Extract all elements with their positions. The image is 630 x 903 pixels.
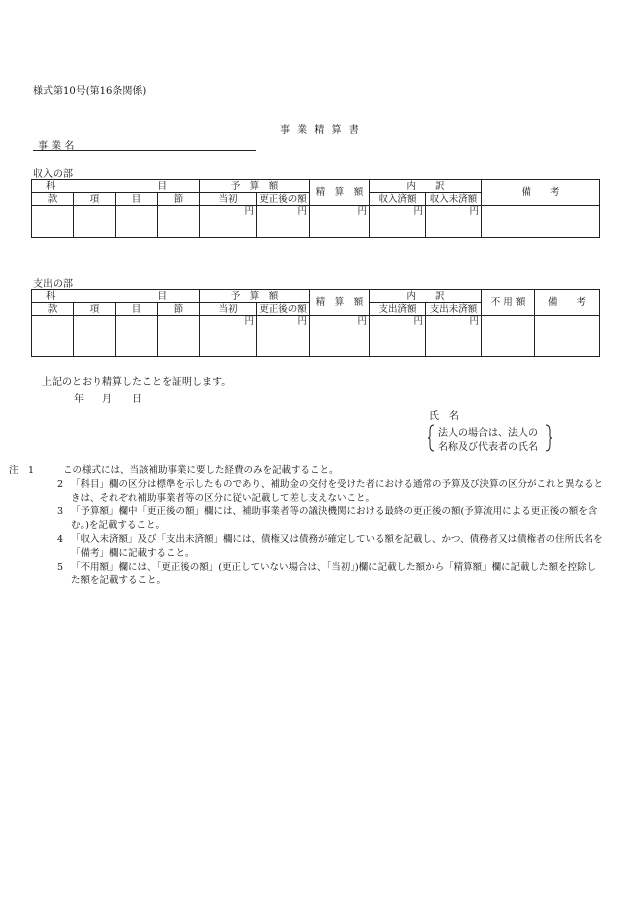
- note-item: 5 「不用額」欄には、「更正後の額」(更正していない場合は、「当初」)欄に記載した額から「精算額」欄に記載した額を控除した額を記載すること。: [56, 561, 597, 587]
- date-month: 月: [102, 394, 112, 405]
- breakdown-header: 内 訳: [370, 290, 482, 303]
- remarks-header: 備 考: [535, 290, 600, 316]
- kamoku-header: 科 目: [32, 290, 200, 303]
- note-item: 2 「科目」欄の区分は標準を示したものであり、補助金の交付を受けた者における通常の予算及び決算の区分がこれと異なるときは、それぞれ補助事業者等の区分に従い記載して差し支えないこと。: [56, 478, 604, 504]
- paid-header: 支出済額: [370, 303, 426, 316]
- initial-header: 当初: [200, 193, 257, 206]
- revised-cell[interactable]: 円: [257, 316, 310, 357]
- kan-cell[interactable]: [32, 316, 74, 357]
- settlement-header: 精 算 額: [310, 180, 370, 206]
- initial-header: 当初: [200, 303, 257, 316]
- received-cell[interactable]: 円: [370, 206, 426, 238]
- kou-header: 項: [74, 303, 116, 316]
- note-item: 3 「予算額」欄中「更正後の額」欄には、補助事業者等の議決機関における最終の更正後の額(予算流用による更正後の額を含む。)を記載すること。: [56, 506, 598, 532]
- remarks-cell[interactable]: [535, 316, 600, 357]
- income-table: [31, 179, 600, 238]
- settlement-header: 精 算 額: [310, 290, 370, 316]
- expense-table: [31, 289, 600, 357]
- kan-header: 款: [32, 193, 74, 206]
- kan-cell[interactable]: [32, 206, 74, 238]
- corp-note-line1: 法人の場合は、法人の: [438, 428, 538, 439]
- settlement-cell[interactable]: 円: [310, 206, 370, 238]
- paid-cell[interactable]: 円: [370, 316, 426, 357]
- initial-cell[interactable]: 円: [200, 206, 257, 238]
- budget-header: 予 算 額: [200, 180, 310, 193]
- remarks-header: 備 考: [482, 180, 600, 206]
- project-name-underline: [33, 150, 256, 151]
- unpaid-cell[interactable]: 円: [426, 316, 482, 357]
- corp-note-line2: 名称及び代表者の氏名: [438, 442, 538, 453]
- kan-header: 款: [32, 303, 74, 316]
- kou-cell[interactable]: [74, 316, 116, 357]
- kou-header: 項: [74, 193, 116, 206]
- unpaid-header: 支出未済額: [426, 303, 482, 316]
- note-item: 4 「収入未済額」及び「支出未済額」欄には、債権又は債務が確定している額を記載し、かつ、債務者又は債権者の住所氏名を「備考」欄に記載すること。: [56, 533, 603, 559]
- revised-header: 更正後の額: [257, 303, 310, 316]
- unused-header: 不 用 額: [482, 290, 535, 316]
- breakdown-header: 内 訳: [370, 180, 482, 193]
- setsu-header: 節: [158, 193, 200, 206]
- revised-header: 更正後の額: [257, 193, 310, 206]
- form-number: 様式第10号(第16条関係): [33, 86, 147, 97]
- expense-section-label: 支出の部: [33, 279, 73, 290]
- moku-header: 目: [116, 303, 158, 316]
- unreceived-header: 収入未済額: [426, 193, 482, 206]
- initial-cell[interactable]: 円: [200, 316, 257, 357]
- setsu-cell[interactable]: [158, 316, 200, 357]
- moku-cell[interactable]: [116, 316, 158, 357]
- date-day: 日: [132, 394, 142, 405]
- kou-cell[interactable]: [74, 206, 116, 238]
- setsu-header: 節: [158, 303, 200, 316]
- remarks-cell[interactable]: [482, 206, 600, 238]
- certification-text: 上記のとおり精算したことを証明します。: [42, 377, 232, 388]
- settlement-cell[interactable]: 円: [310, 316, 370, 357]
- date-year: 年: [74, 394, 84, 405]
- unreceived-cell[interactable]: 円: [426, 206, 482, 238]
- income-section-label: 収入の部: [33, 169, 73, 180]
- unused-cell[interactable]: [482, 316, 535, 357]
- revised-cell[interactable]: 円: [257, 206, 310, 238]
- document-title: 事 業 精 算 書: [280, 125, 361, 136]
- notes: [9, 464, 604, 588]
- setsu-cell[interactable]: [158, 206, 200, 238]
- moku-header: 目: [116, 193, 158, 206]
- received-header: 収入済額: [370, 193, 426, 206]
- moku-cell[interactable]: [116, 206, 158, 238]
- note-item: 注 1 この様式には、当該補助事業に要した経費のみを記載すること。: [9, 465, 339, 476]
- kamoku-header: 科 目: [32, 180, 200, 193]
- budget-header: 予 算 額: [200, 290, 310, 303]
- name-label: 氏 名: [429, 411, 459, 422]
- project-name-label: 事 業 名: [38, 141, 75, 152]
